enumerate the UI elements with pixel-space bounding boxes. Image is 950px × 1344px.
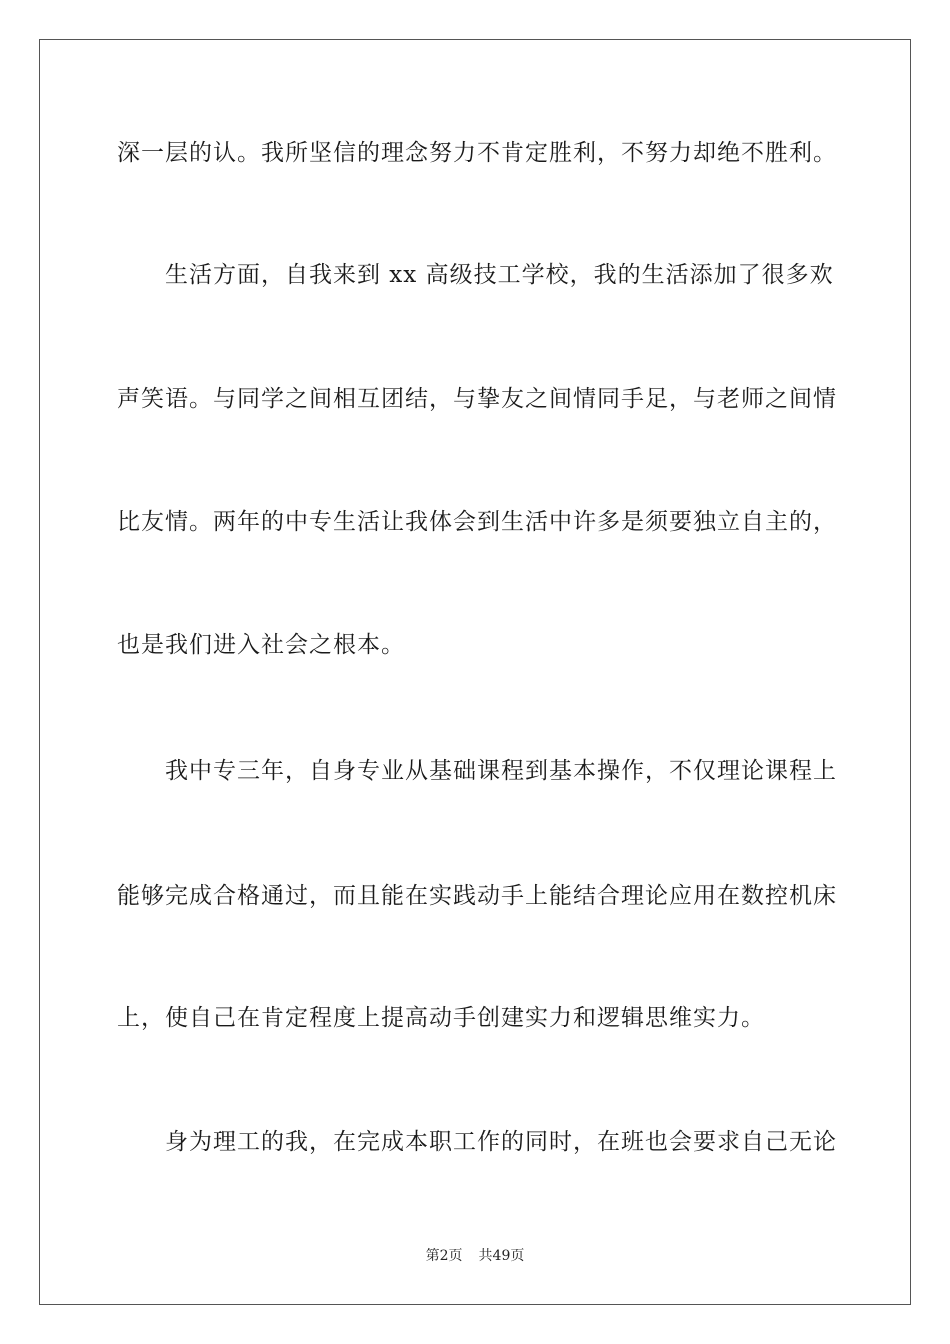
- text-line-9: 身为理工的我，在完成本职工作的同时，在班也会要求自己无论: [165, 1129, 837, 1155]
- total-pages: 共49页: [478, 1248, 525, 1264]
- text-line-1: 深一层的认。我所坚信的理念努力不肯定胜利，不努力却绝不胜利。: [117, 140, 837, 166]
- text-line-2: 生活方面，自我来到 xx 高级技工学校，我的生活添加了很多欢: [165, 262, 834, 288]
- text-line-5: 也是我们进入社会之根本。: [117, 632, 405, 658]
- page-footer: [0, 1247, 950, 1265]
- text-line-8: 上，使自己在肯定程度上提高动手创建实力和逻辑思维实力。: [117, 1005, 765, 1031]
- text-line-4: 比友情。两年的中专生活让我体会到生活中许多是须要独立自主的，: [117, 509, 837, 535]
- text-line-3: 声笑语。与同学之间相互团结，与挚友之间情同手足，与老师之间情: [117, 386, 837, 412]
- page-frame: [39, 39, 911, 1305]
- text-line-6: 我中专三年，自身专业从基础课程到基本操作，不仅理论课程上: [165, 758, 837, 784]
- text-line-7: 能够完成合格通过，而且能在实践动手上能结合理论应用在数控机床: [117, 883, 837, 909]
- page-number: 第2页: [425, 1248, 463, 1264]
